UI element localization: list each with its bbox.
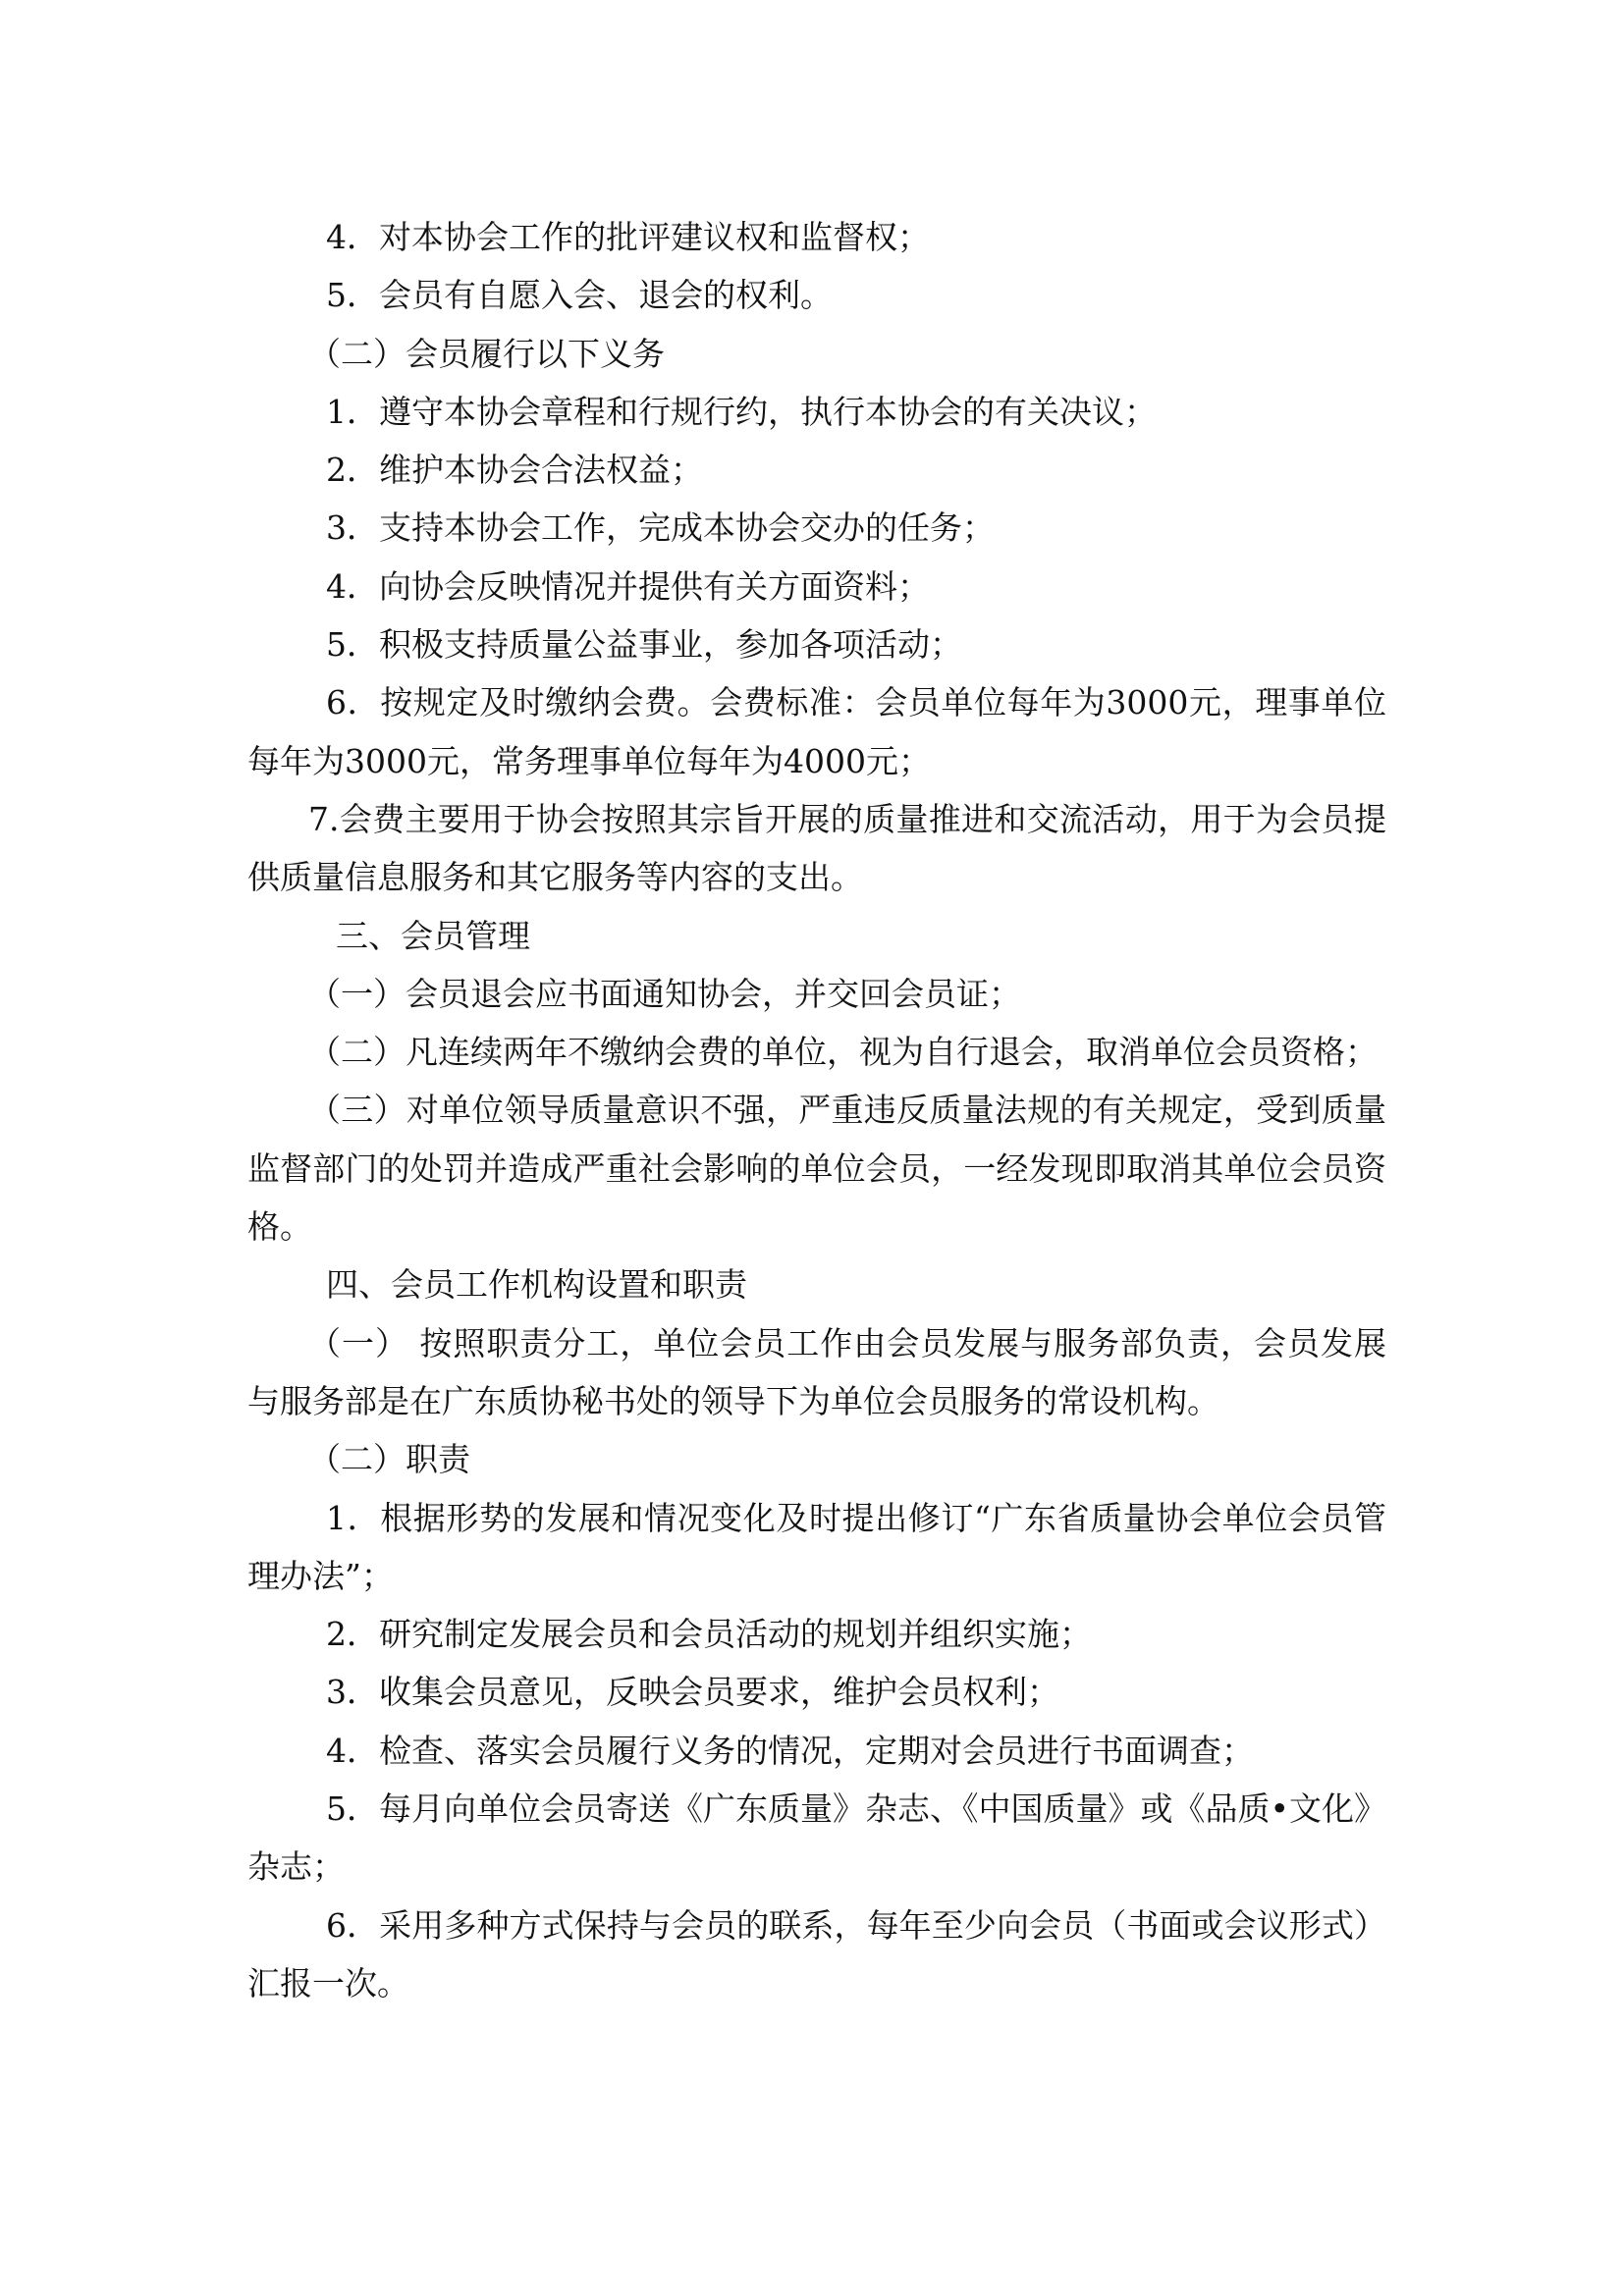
paragraph-duty-4: 4．检查、落实会员履行义务的情况，定期对会员进行书面调查； bbox=[326, 1731, 1254, 1770]
paragraph-obligation-7: 7.会费主要用于协会按照其宗旨开展的质量推进和交流活动，用于为会员提供质量信息服务和其它服务等内容的支出。 bbox=[247, 799, 1386, 897]
paragraph-obligation-2: 2．维护本协会合法权益； bbox=[326, 451, 703, 490]
paragraph-organization-1: （一） 按照职责分工，单位会员工作由会员发展与服务部负责，会员发展与服务部是在广东质协秘书处的领导下为单位会员服务的常设机构。 bbox=[247, 1323, 1386, 1420]
paragraph-rights-5: 5．会员有自愿入会、退会的权利。 bbox=[326, 276, 833, 315]
paragraph-obligation-1: 1．遵守本协会章程和行规行约，执行本协会的有关决议； bbox=[326, 392, 1157, 431]
paragraph-duty-6: 6．采用多种方式保持与会员的联系，每年至少向会员（书面或会议形式）汇报一次。 bbox=[247, 1905, 1386, 2002]
section-heading-obligations: （二）会员履行以下义务 bbox=[308, 334, 665, 373]
paragraph-rights-4: 4．对本协会工作的批评建议权和监督权； bbox=[326, 218, 930, 256]
paragraph-management-2: （二）凡连续两年不缴纳会费的单位，视为自行退会，取消单位会员资格； bbox=[308, 1033, 1378, 1072]
paragraph-obligation-6: 6．按规定及时缴纳会费。会费标准：会员单位每年为3000元，理事单位每年为3000元，常务理事单位每年为4000元； bbox=[247, 683, 1386, 780]
paragraph-obligation-4: 4．向协会反映情况并提供有关方面资料； bbox=[326, 566, 930, 606]
document-page bbox=[247, 208, 1386, 2012]
paragraph-duty-1: 1．根据形势的发展和情况变化及时提出修订“广东省质量协会单位会员管理办法”； bbox=[247, 1498, 1386, 1595]
paragraph-duty-2: 2．研究制定发展会员和会员活动的规划并组织实施； bbox=[326, 1615, 1092, 1654]
paragraph-management-1: （一）会员退会应书面通知协会，并交回会员证； bbox=[308, 974, 1021, 1013]
paragraph-obligation-3: 3．支持本协会工作，完成本协会交办的任务； bbox=[326, 508, 995, 548]
paragraph-duty-5: 5．每月向单位会员寄送《广东质量》杂志、《中国质量》或《品质•文化》杂志； bbox=[247, 1789, 1386, 1887]
section-heading-duties: （二）职责 bbox=[308, 1440, 470, 1479]
paragraph-management-3: （三）对单位领导质量意识不强，严重违反质量法规的有关规定，受到质量监督部门的处罚并造成严重社会影响的单位会员，一经发现即取消其单位会员资格。 bbox=[247, 1091, 1386, 1247]
section-heading-member-management: 三、会员管理 bbox=[336, 916, 530, 955]
paragraph-obligation-5: 5．积极支持质量公益事业，参加各项活动； bbox=[326, 625, 962, 665]
paragraph-duty-3: 3．收集会员意见，反映会员要求，维护会员权利； bbox=[326, 1673, 1059, 1712]
section-heading-organization: 四、会员工作机构设置和职责 bbox=[326, 1265, 747, 1305]
